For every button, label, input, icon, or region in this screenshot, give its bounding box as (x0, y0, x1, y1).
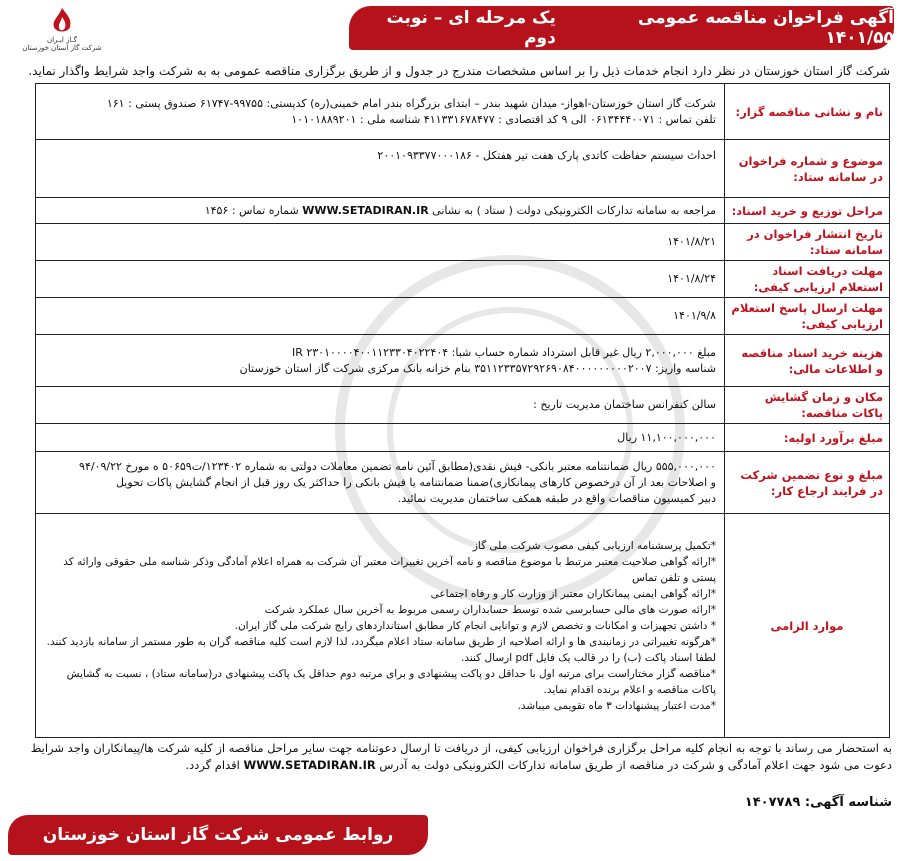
row-value (36, 84, 725, 140)
footer-text-1: به استحضار می رساند با توجه به انجام کلیه مراحل برگزاری فراخوان ارزیابی کیفی، از دریافت تا ارسال دعوتنامه جهت سایر مراحل مناقصه از کلیه شرکت ها/پیمانکاران واجد شرایط دعوت می شود جهت اعلام آمادگی و شرکت در مناقصه از طریق سامانه تدارکات الکترونیکی دولت به آدرس (30, 741, 892, 772)
distribution-text: مراجعه به سامانه تدارکات الکترونیکی دولت ( ستاد ) به نشانی (432, 203, 716, 217)
tenderer-address: شرکت گاز استان خوزستان-اهواز- میدان شهید بندر – ابتدای بزرگراه بندر امام خمینی(ره) کدپستی: ۹۹۷۵۵-۶۱۷۴۷ صندوق پستی : ۱۶۱ (106, 96, 716, 110)
list-item: * ارائه گواهی ایمنی پیمانکاران معتبر از وزارت کار و رفاه اجتماعی (44, 586, 716, 602)
table-row (36, 298, 890, 335)
document-fee: مبلغ ۲,۰۰۰,۰۰۰ ریال غیر قابل استرداد شماره حساب شبا: IR ۲۳۰۱۰۰۰۰۴۰۰۱۱۲۳۳۰۴۰۲۲۴۰۴ (291, 345, 716, 359)
row-label: مکان و زمان گشایش پاکات مناقصه: (725, 387, 890, 424)
guarantee-line-3: دبیر کمیسیون مناقصات واقع در طبقه همکف ساختمان مدیریت نمائید. (397, 491, 716, 505)
footer-text (8, 740, 892, 774)
row-label: مراحل توزیع و خرید اسناد: (725, 198, 890, 224)
row-label: مهلت ارسال پاسخ استعلام ارزیابی کیفی: (725, 298, 890, 335)
logo-caption-2: شرکت گاز استان خوزستان (22, 44, 102, 52)
table-row (36, 424, 890, 452)
table-row (36, 198, 890, 224)
company-logo (22, 6, 102, 58)
row-label: هزینه خرید اسناد مناقصه و اطلاعات مالی: (725, 335, 890, 387)
tenderer-contact: تلفن تماس : ۰۶۱۳۴۴۴۰۰۷۱ الی ۹ کد اقتصادی : ۴۱۱۳۳۱۶۷۸۴۷۷ شناسه ملی : ۱۰۱۰۱۸۸۹۲۰۱ (291, 112, 716, 126)
tender-subject: احداث سیستم حفاظت کاتدی پارک هفت تیر هفتکل - ۲۰۰۱۰۹۳۳۷۷۰۰۰۱۸۶ (36, 140, 725, 198)
title-main: آگهی فراخوان مناقصه عمومی ۱۴۰۱/۵۵ (637, 8, 894, 48)
title-tail: یک مرحله ای – نوبت دوم (386, 8, 556, 48)
list-item: * مدت اعتبار پیشنهادات ۳ ماه تقویمی میباشد. (44, 698, 716, 714)
table-row (36, 335, 890, 387)
table-row (36, 261, 890, 298)
payment-id: شناسه واریز: ۳۵۱۱۲۳۳۵۷۲۹۲۶۹۰۸۴۰۰۰۰۰۰۰۰۰۲۰۰۷ بنام خزانه بانک مرکزی شرکت گاز استان خوزستان (239, 361, 716, 375)
list-item: * داشتن تجهیزات و امکانات و تخصص لازم و توانایی انجام کار مطابق استانداردهای رایج شرکت ملی گاز ایران. (44, 618, 716, 634)
requirements-label: موارد الزامی (725, 514, 890, 738)
guarantee-line-1: ۵۵۵,۰۰۰,۰۰۰ ریال ضمانتنامه معتبر بانکی- فیش نقدی(مطابق آئین نامه تضمین معاملات دولتی به شماره ۱۲۳۴۰۲/ت۵۰۶۵۹ ه مورخ ۹۴/۰۹/۲۲ (79, 459, 716, 473)
public-relations-banner: روابط عمومی شرکت گاز استان خوزستان (8, 815, 428, 855)
distribution-phone: شماره تماس : ۱۴۵۶ (204, 203, 299, 217)
list-item: * ارائه گواهی صلاحیت معتبر مرتبط با موضوع مناقصه و نامه آخرین تغییرات معتبر آن شرکت به همراه اعلام آمادگی وذکر شناسه ملی حقوقی وارائه کد پستی و تلفن تماس (44, 554, 716, 586)
inquiry-receive-deadline: ۱۴۰۱/۸/۲۴ (36, 261, 725, 298)
setad-link[interactable]: WWW.SETADIRAN.IR (302, 203, 429, 217)
logo-caption-1: گـاز ایـران (46, 36, 77, 44)
row-label: تاریخ انتشار فراخوان در سامانه ستاد: (725, 224, 890, 261)
table-row (36, 140, 890, 198)
list-item: * مناقصه گزار مختاراست برای مرتبه اول با حداقل دو پاکت پیشنهادی و برای مرتبه دوم حداقل یک پاکت پیشنهادی در(سامانه ستاد) ، نسبت به گشایش پاکات مناقصه و اعلام برنده اقدام نماید. (44, 666, 716, 698)
requirements-cell (36, 514, 725, 738)
table-row (36, 224, 890, 261)
list-item: * ارائه صورت های مالی حسابرسی شده توسط حسابداران رسمی مربوط به آخرین سال عملکرد شرکت (44, 602, 716, 618)
intro-text: شرکت گاز استان خوزستان در نظر دارد انجام خدمات ذیل را بر اساس مشخصات مندرج در جدول و از طریق برگزاری مناقصه عمومی به به شرکت واجد شرایط واگذار نماید. (28, 64, 890, 78)
guarantee-line-2: و اصلاحات بعد از آن درخصوص کارهای پیمانکاری)ضمنا ضمانتنامه یا فیش بانکی را حداکثر یک روز قبل از انجام گشایش پاکات تحویل (115, 475, 716, 489)
header (0, 6, 900, 56)
list-item: * تکمیل پرسشنامه ارزیابی کیفی مصوب شرکت ملی گاز (44, 538, 716, 554)
requirements-list (44, 538, 716, 714)
row-label: مهلت دریافت اسناد استعلام ارزیابی کیفی: (725, 261, 890, 298)
ad-id: شناسه آگهی: ۱۴۰۷۷۸۹ (744, 795, 892, 810)
initial-estimate: ۱۱,۱۰۰,۰۰۰,۰۰۰ ریال (36, 424, 725, 452)
table-row (36, 514, 890, 738)
opening-place: سالن کنفرانس ساختمان مدیریت تاریخ : (36, 387, 725, 424)
table-row (36, 84, 890, 140)
inquiry-response-deadline: ۱۴۰۱/۹/۸ (36, 298, 725, 335)
footer-text-2: اقدام گردد. (185, 758, 240, 772)
table-row (36, 452, 890, 514)
publish-date: ۱۴۰۱/۸/۲۱ (36, 224, 725, 261)
flame-logo-icon (45, 6, 79, 36)
row-value (36, 335, 725, 387)
row-label: نام و نشانی مناقصه گزار: (725, 84, 890, 140)
tender-info-table (35, 83, 890, 738)
list-item: * هرگونه تغییراتی در زمانبندی ها و ارائه اصلاحیه از طریق سامانه ستاد اعلام میگردد، لذا لازم است کلیه مناقصه گران به طور مستمر از سامانه بازدید کنند. لطفا اسناد پاکت (ب) را در قالب یک فایل pdf ارسال کنند. (44, 634, 716, 666)
row-label: موضوع و شماره فراخوان در سامانه ستاد: (725, 140, 890, 198)
row-value (36, 198, 725, 224)
row-label: مبلغ برآورد اولیه: (725, 424, 890, 452)
table-row (36, 387, 890, 424)
footer-setad-link[interactable]: WWW.SETADIRAN.IR (243, 758, 376, 772)
title-banner (349, 6, 894, 50)
row-label: مبلغ و نوع تضمین شرکت در فرایند ارجاع کار: (725, 452, 890, 514)
row-value (36, 452, 725, 514)
